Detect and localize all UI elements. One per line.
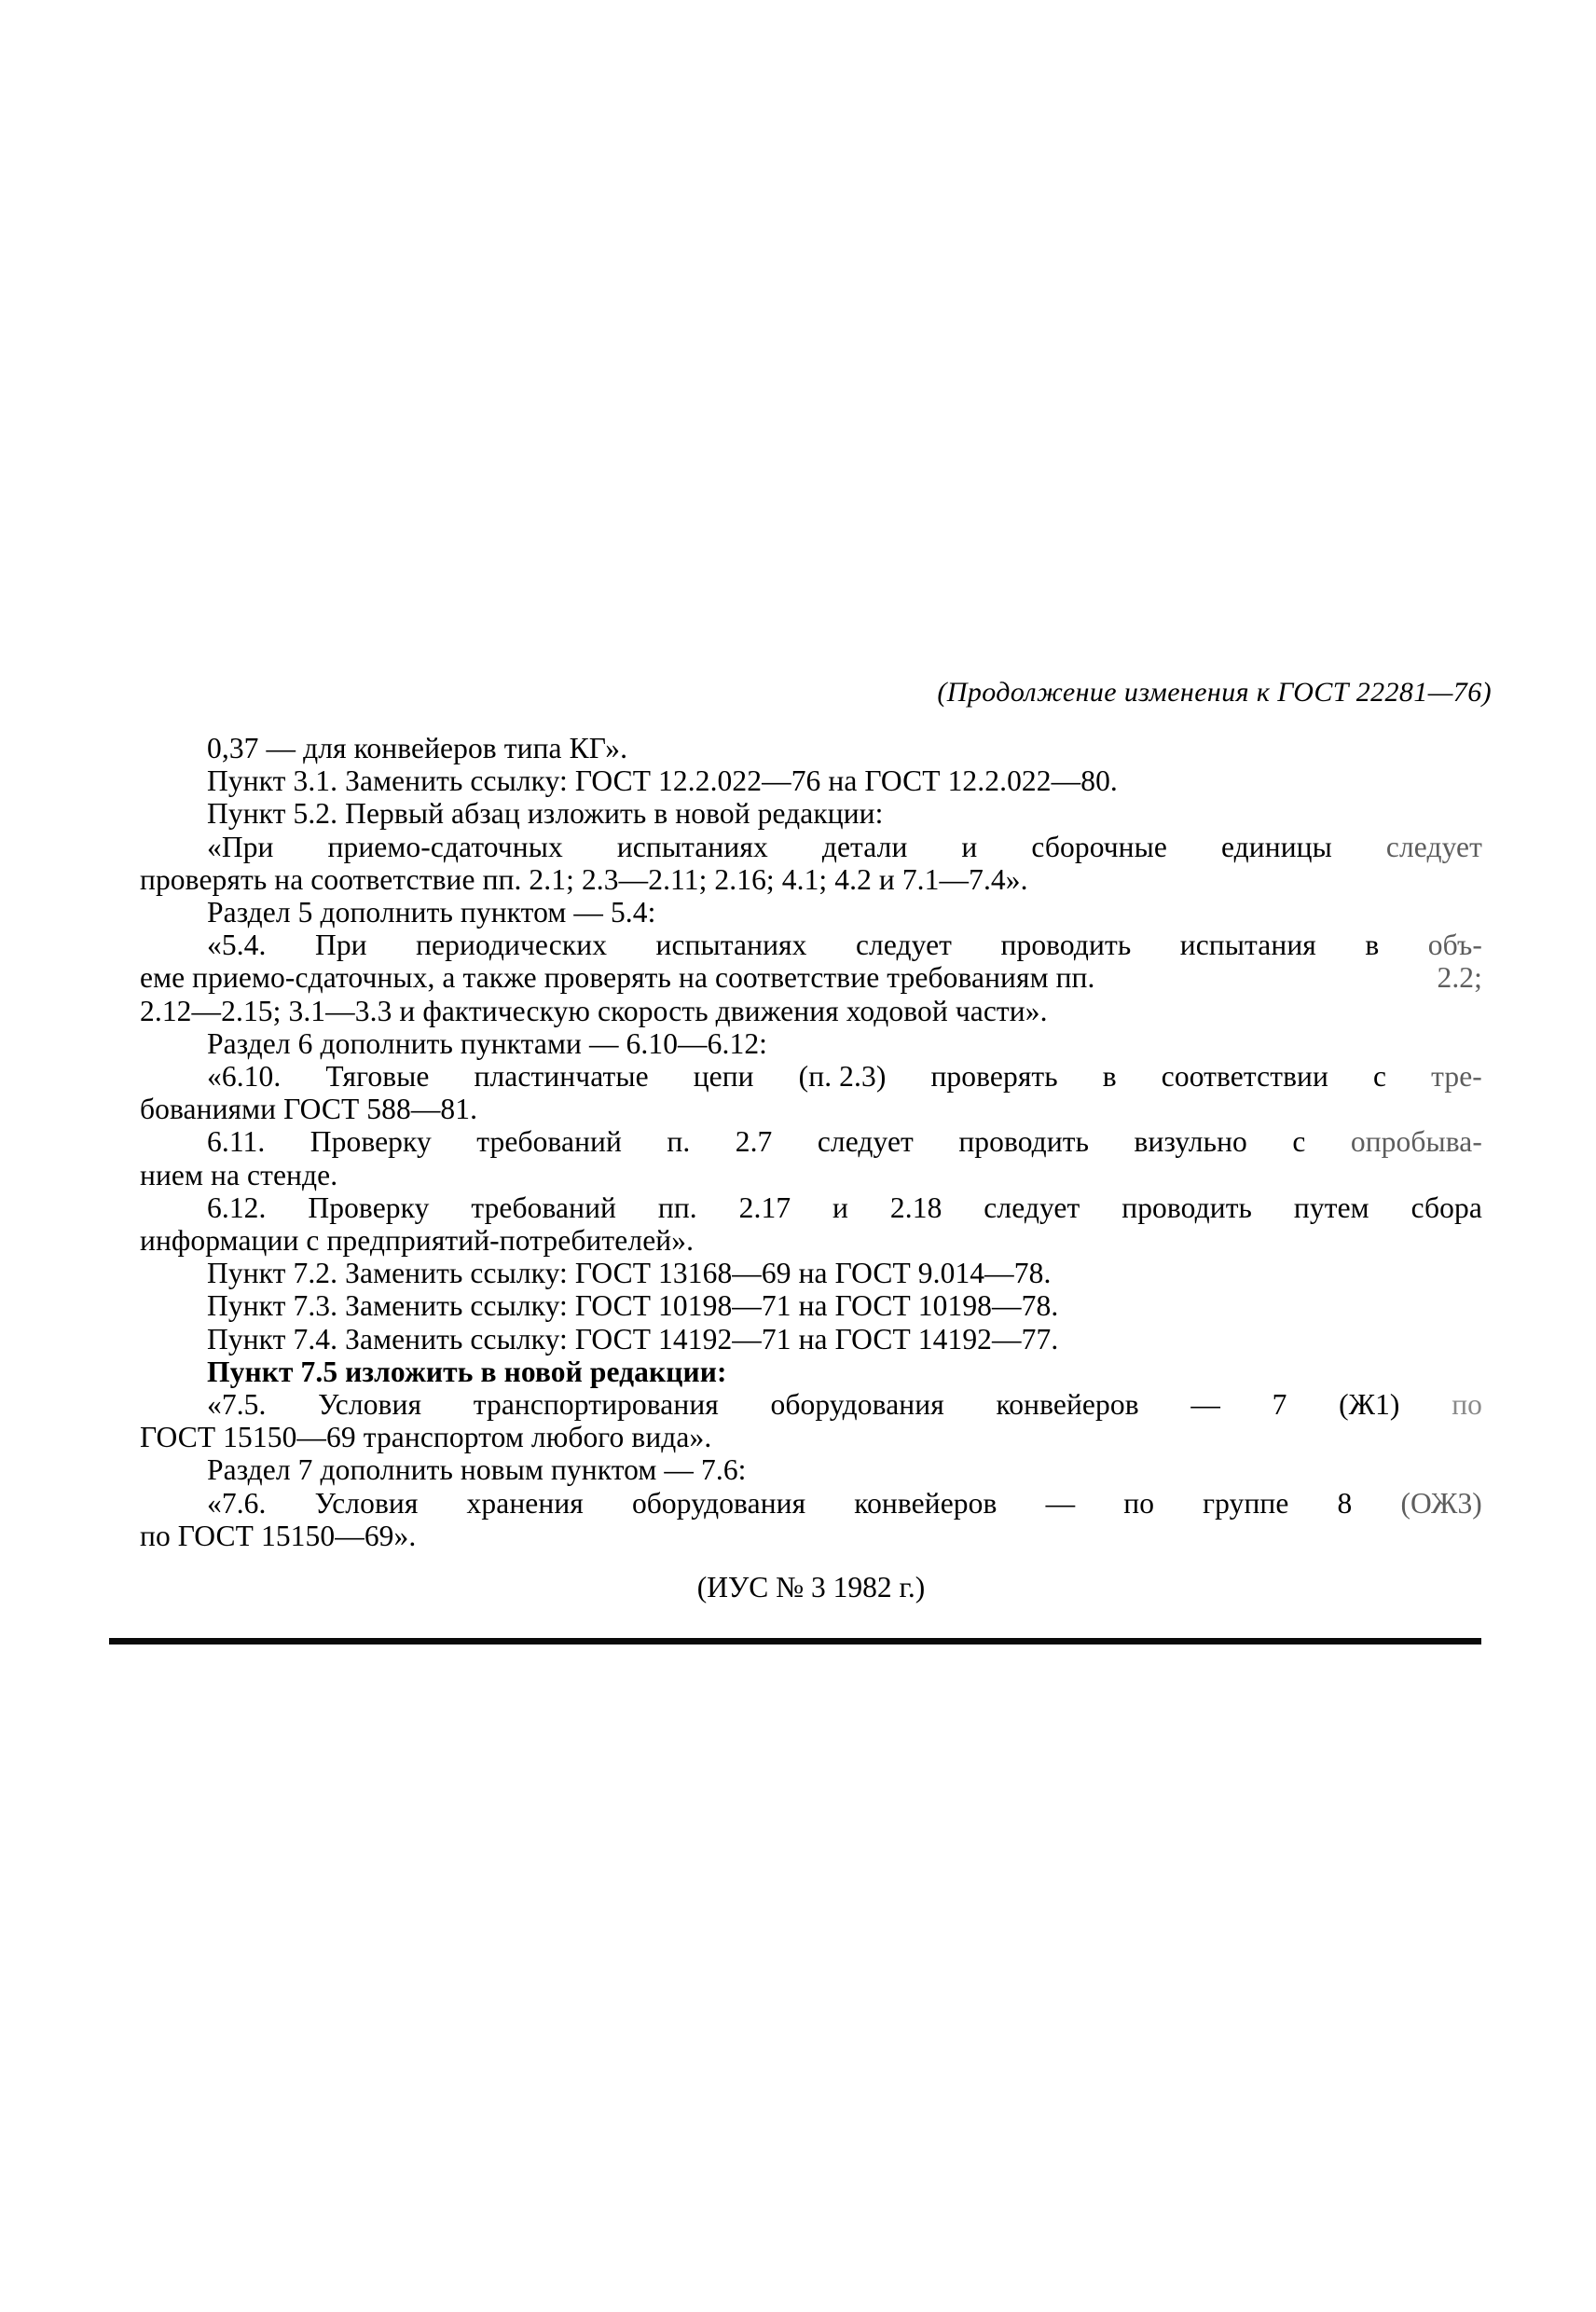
word: 7 xyxy=(1272,1388,1287,1422)
text-line xyxy=(140,1060,1482,1093)
text-line: ГОСТ 15150—69 транспортом любого вида». xyxy=(140,1421,712,1454)
word: с xyxy=(1292,1125,1306,1159)
word: п. xyxy=(667,1125,691,1159)
word: путем xyxy=(1293,1190,1369,1224)
text-line: Раздел 6 дополнить пунктами — 6.10—6.12: xyxy=(207,1026,768,1060)
word: проверять xyxy=(930,1060,1058,1094)
word: пластинчатые xyxy=(474,1060,649,1094)
word: (Ж1) xyxy=(1339,1388,1400,1422)
issue-reference: (ИУС № 3 1982 г.) xyxy=(696,1571,926,1603)
word: визульно xyxy=(1134,1125,1247,1159)
word: «7.6. xyxy=(207,1486,267,1520)
word: Условия xyxy=(314,1486,419,1520)
word: следует xyxy=(855,929,953,962)
word: детали xyxy=(821,830,908,863)
word: приемо-сдаточных xyxy=(327,830,563,863)
word: — xyxy=(1045,1486,1076,1520)
word: «6.10. xyxy=(207,1060,282,1094)
word: еме приемо-сдаточных, а также проверять на соответствие требованиям пп. xyxy=(140,961,1095,995)
word: хранения xyxy=(466,1486,584,1520)
word: опробыва- xyxy=(1350,1125,1482,1159)
word: проводить xyxy=(1121,1190,1253,1224)
word: сбора xyxy=(1410,1190,1482,1224)
word: по xyxy=(1123,1486,1155,1520)
text-line xyxy=(140,1125,1482,1158)
word: в xyxy=(1365,929,1380,962)
word: пп. xyxy=(657,1190,697,1224)
word: — xyxy=(1190,1388,1220,1422)
word: Условия xyxy=(318,1388,422,1422)
text-line: 0,37 — для конвейеров типа КГ». xyxy=(207,732,628,764)
word: оборудования xyxy=(770,1388,944,1422)
word: «7.5. xyxy=(207,1388,267,1422)
word: «При xyxy=(207,830,274,863)
word: (ОЖ3) xyxy=(1400,1486,1482,1520)
word: требований xyxy=(471,1190,616,1224)
word: и xyxy=(961,830,978,863)
word: конвейеров xyxy=(996,1388,1139,1422)
text-line: Пункт 7.5 изложить в новой редакции: xyxy=(207,1355,727,1388)
body-text-block xyxy=(140,732,1482,1552)
word: 6.11. xyxy=(207,1125,266,1159)
text-line: Пункт 3.1. Заменить ссылку: ГОСТ 12.2.022—76 на ГОСТ 12.2.022—80. xyxy=(207,764,1118,798)
text-line: информации с предприятий-потребителей». xyxy=(140,1224,695,1258)
word: тре- xyxy=(1431,1060,1482,1094)
word: 2.18 xyxy=(889,1190,942,1224)
word: сборочные xyxy=(1031,830,1167,863)
word: испытаниях xyxy=(616,830,768,863)
word: следует xyxy=(1385,830,1482,863)
word: (п. 2.3) xyxy=(798,1060,887,1094)
word: 2.2; xyxy=(1437,961,1482,995)
text-line: нием на стенде. xyxy=(140,1158,338,1191)
text-line: Пункт 7.4. Заменить ссылку: ГОСТ 14192—71 на ГОСТ 14192—77. xyxy=(207,1322,1059,1356)
text-line xyxy=(140,929,1482,961)
word: следует xyxy=(984,1190,1080,1224)
word: и xyxy=(832,1190,849,1224)
word: Тяговые xyxy=(325,1060,430,1094)
word: транспортирования xyxy=(473,1388,719,1422)
word: проводить xyxy=(958,1125,1090,1159)
word: следует xyxy=(817,1125,914,1159)
word: в xyxy=(1102,1060,1117,1094)
horizontal-rule xyxy=(109,1638,1481,1645)
text-line: Пункт 7.2. Заменить ссылку: ГОСТ 13168—69 на ГОСТ 9.014—78. xyxy=(207,1257,1052,1290)
running-head: (Продолжение изменения к ГОСТ 22281—76) xyxy=(937,677,1492,708)
word: 6.12. xyxy=(207,1190,267,1224)
word: с xyxy=(1372,1060,1387,1094)
word: цепи xyxy=(693,1060,754,1094)
text-line: Раздел 5 дополнить пунктом — 5.4: xyxy=(207,896,656,929)
text-line: по ГОСТ 15150—69». xyxy=(140,1519,417,1552)
text-line: проверять на соответствие пп. 2.1; 2.3—2.11; 2.16; 4.1; 4.2 и 7.1—7.4». xyxy=(140,862,1028,896)
word: Проверку xyxy=(308,1190,430,1224)
word: оборудования xyxy=(631,1486,806,1520)
word: периодических xyxy=(416,929,608,962)
text-line: Раздел 7 дополнить новым пунктом — 7.6: xyxy=(207,1453,747,1487)
word: требований xyxy=(476,1125,622,1159)
word: «5.4. xyxy=(207,929,267,962)
text-line: Пункт 5.2. Первый абзац изложить в новой редакции: xyxy=(207,797,884,831)
word: объ- xyxy=(1427,929,1482,962)
text-line xyxy=(140,831,1482,863)
word: испытания xyxy=(1179,929,1316,962)
word: 8 xyxy=(1337,1486,1353,1520)
word: испытаниях xyxy=(655,929,807,962)
word: При xyxy=(314,929,367,962)
text-line xyxy=(140,1388,1482,1421)
text-line xyxy=(140,961,1482,994)
word: конвейеров xyxy=(854,1486,998,1520)
word: группе xyxy=(1203,1486,1289,1520)
word: 2.17 xyxy=(738,1190,791,1224)
word: единицы xyxy=(1221,830,1332,863)
text-line xyxy=(140,1487,1482,1520)
text-line: бованиями ГОСТ 588—81. xyxy=(140,1093,478,1126)
word: по xyxy=(1452,1388,1482,1422)
text-line: Пункт 7.3. Заменить ссылку: ГОСТ 10198—71 на ГОСТ 10198—78. xyxy=(207,1289,1059,1323)
text-line: 2.12—2.15; 3.1—3.3 и фактическую скорость движения ходовой части». xyxy=(140,994,1048,1027)
word: 2.7 xyxy=(735,1125,773,1159)
word: соответствии xyxy=(1161,1060,1328,1094)
word: проводить xyxy=(1000,929,1132,962)
text-line xyxy=(140,1191,1482,1224)
word: Проверку xyxy=(310,1125,432,1159)
